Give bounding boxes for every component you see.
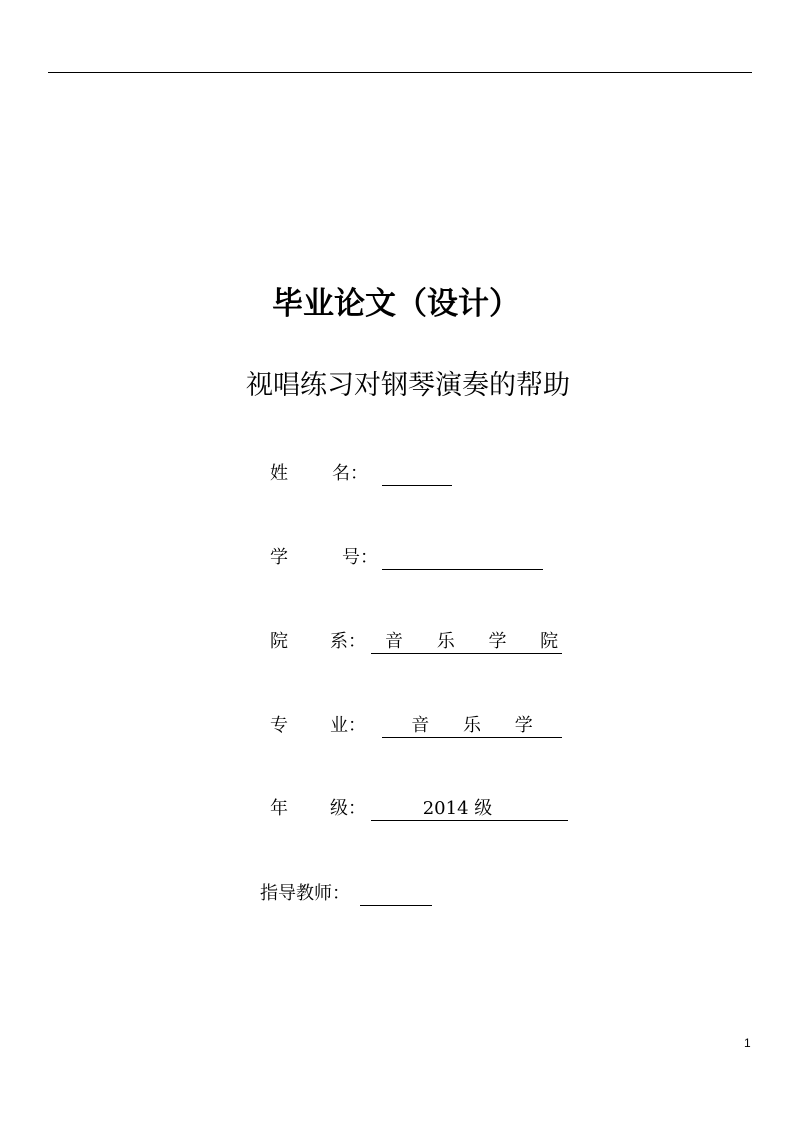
thesis-heading-text: 毕业论文（设计） [272, 286, 520, 322]
field-major-value: 音 乐 学 [411, 715, 547, 736]
field-department-label [270, 629, 366, 655]
field-name-input[interactable] [382, 461, 452, 486]
field-major-label-a: 专 [270, 715, 288, 736]
field-major-label [270, 713, 366, 739]
field-name-label [270, 461, 368, 487]
header-rule [48, 72, 752, 73]
field-grade-input[interactable] [371, 796, 568, 821]
field-department-input[interactable] [371, 629, 573, 654]
field-major [270, 713, 570, 739]
field-grade-label-b: 级： [330, 798, 366, 819]
field-name-label-b: 名： [332, 463, 368, 484]
field-student-id-label [270, 545, 378, 571]
field-major-input[interactable] [382, 713, 562, 738]
field-student-id-label-a: 学 [270, 547, 288, 568]
field-advisor-label: 指导教师： [260, 883, 350, 904]
field-department-label-a: 院 [270, 631, 288, 652]
field-student-id-label-b: 号： [342, 547, 378, 568]
field-department-label-b: 系： [330, 631, 366, 652]
thesis-title [0, 366, 800, 406]
field-name [270, 461, 470, 487]
thesis-title-text: 视唱练习对钢琴演奏的帮助 [246, 370, 570, 401]
field-grade [270, 796, 575, 822]
page-number: 1 [744, 1036, 751, 1050]
field-advisor [260, 881, 460, 907]
field-department [270, 629, 573, 655]
field-grade-label-a: 年 [270, 798, 288, 819]
field-student-id [270, 545, 560, 571]
field-major-label-b: 业： [330, 715, 366, 736]
thesis-heading [0, 282, 800, 326]
field-advisor-input[interactable] [360, 881, 432, 906]
field-grade-value: 2014 级 [422, 798, 493, 819]
field-grade-label [270, 796, 366, 822]
field-student-id-input[interactable] [382, 545, 543, 570]
field-name-label-a: 姓 [270, 463, 288, 484]
field-department-value: 音 乐 学 院 [385, 631, 573, 652]
